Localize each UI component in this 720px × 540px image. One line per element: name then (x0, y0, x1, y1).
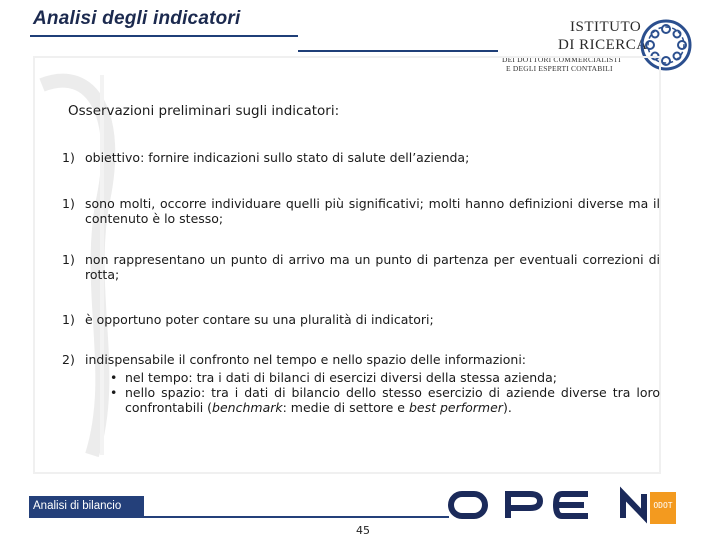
item-number: 1) (62, 196, 75, 211)
item-text: obiettivo: fornire indicazioni sullo stato di salute dell’azienda; (85, 150, 470, 165)
item-number: 1) (62, 252, 75, 267)
page-title: Analisi degli indicatori (33, 8, 241, 29)
item-number: 2) (62, 352, 75, 367)
item-text: non rappresentano un punto di arrivo ma un punto di partenza per eventuali correzioni di rotta; (85, 252, 660, 282)
bullet-text: ). (502, 400, 512, 415)
bullet-text: nel tempo: tra i dati di bilanci di esercizi diversi della stessa azienda; (125, 370, 557, 385)
open-logo (448, 486, 680, 526)
bullet-emphasis: best performer (408, 400, 503, 415)
comparison-bullets (110, 370, 660, 415)
institute-name-line3: DEI DOTTORI COMMERCIALISTI (502, 55, 621, 64)
list-item (62, 150, 660, 165)
list-item (62, 312, 660, 327)
list-item (62, 196, 660, 226)
list-item (62, 352, 660, 415)
institute-name-line2: DI RICERCA (558, 37, 648, 53)
page-number: 45 (356, 524, 370, 537)
bullet-item (110, 370, 660, 385)
open-logo-small-text: ODOT (653, 501, 673, 510)
footer-label: Analisi di bilancio (33, 500, 122, 512)
bullet-dot-icon: • (110, 370, 118, 385)
list-item (62, 252, 660, 282)
bullet-item (110, 385, 660, 415)
item-number: 1) (62, 312, 75, 327)
bullet-text: nello spazio: tra i dati di bilancio dello stesso esercizio di aziende diverse tra loro confrontabili ( (125, 385, 660, 415)
header-rule (298, 50, 498, 52)
title-underline (30, 35, 298, 37)
footer-rule (29, 516, 449, 518)
institute-name-line4: E DEGLI ESPERTI CONTABILI (506, 64, 613, 73)
item-number: 1) (62, 150, 75, 165)
institute-name-line1: ISTITUTO (570, 19, 642, 35)
item-text: indispensabile il confronto nel tempo e nello spazio delle informazioni: (85, 352, 527, 367)
item-text: sono molti, occorre individuare quelli più significativi; molti hanno definizioni diverse ma il contenuto è lo stesso; (85, 196, 660, 226)
bullet-text: : medie di settore e (282, 400, 409, 415)
bullet-emphasis: benchmark (212, 400, 283, 415)
intro-heading: Osservazioni preliminari sugli indicatori: (68, 103, 340, 119)
item-text: è opportuno poter contare su una pluralità di indicatori; (85, 312, 434, 327)
bullet-dot-icon: • (110, 385, 118, 400)
